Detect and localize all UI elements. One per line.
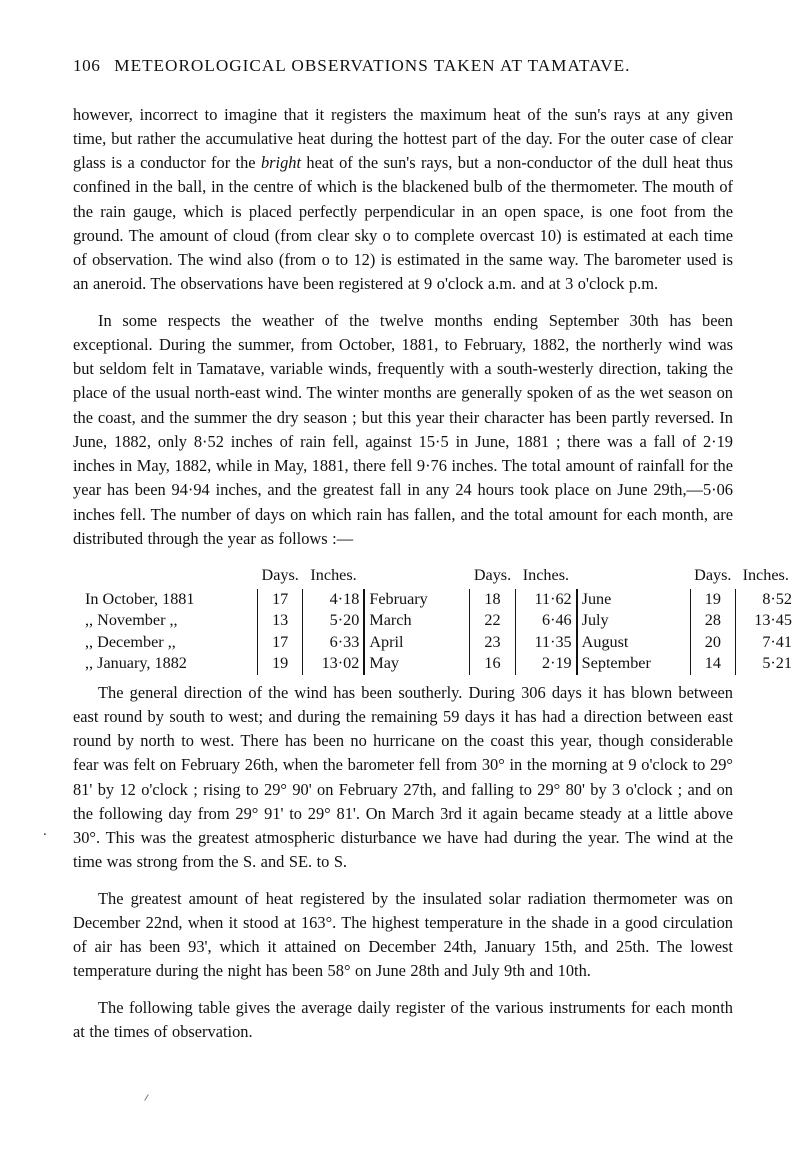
- month-cell: June: [577, 589, 691, 611]
- paragraph-4: The greatest amount of heat registered by the insulated solar radiation thermometer was on December 22nd, when it stood at 163°. The highest temperature in the shade in a good circulation of air has been 93', which it attained on December 24th, January 15th, and 25th. The lowest temperature during the night has been 58° on June 28th and July 9th and 10th.: [73, 888, 733, 981]
- header-inches-group1: Inches.: [310, 566, 357, 585]
- inches-cell: 6·46: [515, 610, 577, 632]
- month-cell: In October, 1881: [85, 589, 195, 608]
- month-cell: May: [364, 653, 470, 675]
- month-cell: March: [364, 610, 470, 632]
- header-inches-group2: Inches.: [522, 566, 570, 585]
- days-cell: 14: [690, 653, 735, 675]
- days-cell: 18: [470, 589, 515, 611]
- header-days-group1: Days.: [261, 566, 299, 585]
- days-cell: 22: [470, 610, 515, 632]
- days-cell: 28: [690, 610, 735, 632]
- inches-cell: 13·02: [303, 653, 365, 675]
- inches-cell: 7·41: [735, 632, 796, 654]
- inches-cell: 4·18: [303, 589, 365, 611]
- month-cell: February: [364, 589, 470, 611]
- rainfall-table: [81, 565, 796, 675]
- month-cell: August: [577, 632, 691, 654]
- paragraph-2: In some respects the weather of the twelve months ending September 30th has been exceptional. During the summer, from October, 1881, to February, 1882, the northerly wind was but seldom felt in Tamatave, variable winds, frequently with a south-westerly direction, taking the place of the usual north-east wind. The winter months are generally spoken of as the wet season on the coast, and the summer the dry season ; but this year their character has been partly reversed. In June, 1882, only 8·52 inches of rain fell, against 15·5 in June, 1881 ; there was a fall of 2·19 inches in May, 1882, while in May, 1881, there fell 9·76 inches. The total amount of rainfall for the year has been 94·94 inches, and the greatest fall in any 24 hours took place on June 29th,—5·06 inches fell. The number of days on which rain has fallen, and the total amount for each month, are distributed through the year as follows :—: [73, 310, 733, 548]
- header-blank-group2: [364, 565, 470, 589]
- header-days-group3: Days.: [694, 566, 732, 585]
- inches-cell: 8·52: [735, 589, 796, 611]
- paragraph-5: The following table gives the average daily register of the various instruments for each month at the times of observation.: [73, 997, 733, 1041]
- rainfall-table-body: [81, 589, 796, 675]
- month-cell: July: [577, 610, 691, 632]
- days-cell: 17: [258, 632, 303, 654]
- days-cell: 23: [470, 632, 515, 654]
- table-row: [81, 632, 796, 654]
- running-head: [73, 56, 733, 77]
- days-cell: 17: [258, 589, 303, 611]
- month-cell: ,, January, 1882: [85, 654, 187, 673]
- month-cell: ,, November ,,: [85, 611, 178, 630]
- inches-cell: 13·45: [735, 610, 796, 632]
- table-row: [81, 610, 796, 632]
- inches-cell: 11·62: [515, 589, 577, 611]
- header-blank-group1: [81, 565, 258, 589]
- inches-cell: 6·33: [303, 632, 365, 654]
- month-cell: September: [577, 653, 691, 675]
- inches-cell: 11·35: [515, 632, 577, 654]
- table-header-row: [81, 565, 796, 589]
- rainfall-table-wrapper: [73, 565, 792, 675]
- page-stray-stroke: [144, 1094, 149, 1100]
- month-cell: ,, December ,,: [85, 632, 176, 651]
- rainfall-table-head: [81, 565, 796, 589]
- paragraph-1-italic-word: bright: [260, 153, 302, 173]
- header-days-group2: Days.: [473, 566, 512, 585]
- folio-number: 106: [73, 56, 101, 75]
- month-cell: April: [364, 632, 470, 654]
- days-cell: 16: [470, 653, 515, 675]
- table-row: [81, 653, 796, 675]
- days-cell: 20: [690, 632, 735, 654]
- table-row: [81, 589, 796, 611]
- days-cell: 19: [258, 653, 303, 675]
- running-head-title: METEOROLOGICAL OBSERVATIONS TAKEN AT TAMATAVE.: [114, 56, 631, 75]
- inches-cell: 5·20: [303, 610, 365, 632]
- days-cell: 13: [258, 610, 303, 632]
- header-inches-group3: Inches.: [742, 566, 789, 585]
- days-cell: 19: [690, 589, 735, 611]
- margin-stray-mark: .: [43, 823, 47, 839]
- paragraph-1-part-a: however, incorrect to imagine that it registers the maximum heat of the sun's rays at any given time, but rather the accumulative heat during the hottest part of the day. For the outer case of clear glass is a conductor for the: [73, 104, 733, 173]
- inches-cell: 2·19: [515, 653, 577, 675]
- paragraph-3: The general direction of the wind has been southerly. During 306 days it has blown between east round by south to west; and during the remaining 59 days it has had a direction between east round by north to west. There has been no hurricane on the coast this year, though considerable fear was felt on February 26th, when the barometer fell from 30° in the morning at 9 o'clock to 29° 81' by 12 o'clock ; rising to 29° 90' on February 27th, and falling to 29° 80' by 3 o'clock ; and on the following day from 29° 91' to 29° 81'. On March 3rd it again became steady at a little above 30°. This was the greatest atmospheric disturbance we have had during the year. The wind at the time was strong from the S. and SE. to S.: [73, 682, 733, 872]
- inches-cell: 5·21: [735, 653, 796, 675]
- paragraph-1-part-b: heat of the sun's rays, but a non-conductor of the dull heat thus confined in the ball, in the centre of which is the blackened bulb of the thermometer. The mouth of the rain gauge, which is placed perfectly perpendicular in an open space, is one foot from the ground. The amount of cloud (from clear sky o to complete overcast 10) is estimated at each time of observation. The wind also (from o to 12) is estimated in the same way. The barometer used is an aneroid. The observations have been registered at 9 o'clock a.m. and at 3 o'clock p.m.: [73, 153, 733, 294]
- page-content: [73, 56, 792, 1044]
- header-blank-group3: [577, 565, 691, 589]
- paragraph-1: [73, 103, 733, 297]
